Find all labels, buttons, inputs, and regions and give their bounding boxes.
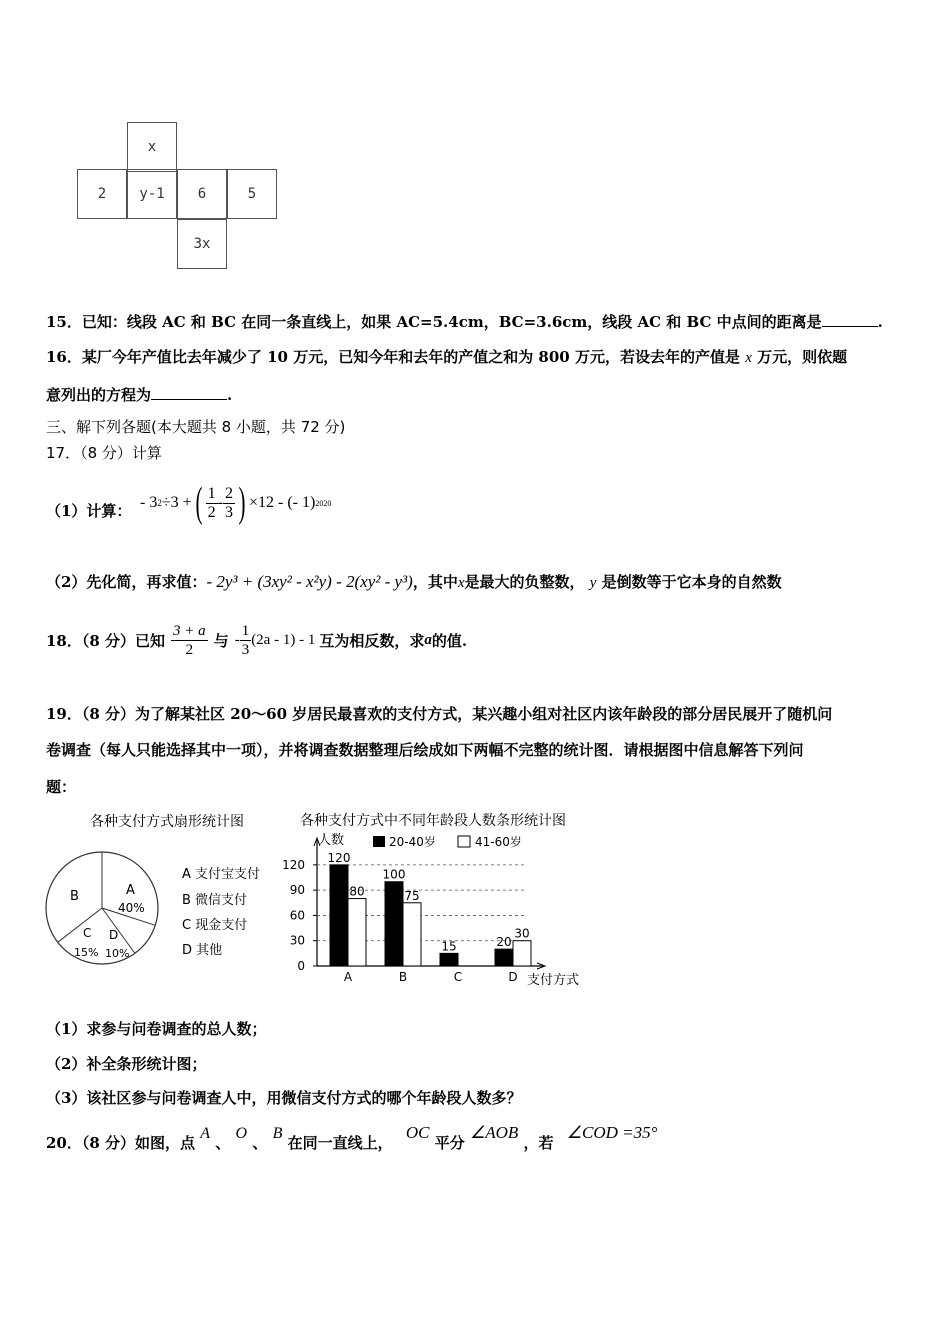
bar-D-series1: [495, 949, 513, 966]
question-20: 20．（8 分）如图，点 A 、 O 、 B 在同一直线上， OC 平分 ∠AOB ，若 ∠COD =35°: [46, 1123, 658, 1152]
bar-chart-ylabel: 人数: [318, 833, 345, 848]
question-19-line2: 卷调查（每人只能选择其中一项），并将调查数据整理后绘成如下两幅不完整的统计图．请根据图中信息解答下列问: [46, 741, 804, 759]
bar-A-series2: [348, 899, 366, 966]
x-tick-label-A: A: [343, 970, 353, 984]
bar-C-series1: [440, 953, 458, 966]
q19-sub2: （2）补全条形统计图；: [46, 1055, 207, 1073]
legend-label-series1: 20-40岁: [389, 835, 436, 849]
net-cell-left: 2: [77, 169, 127, 219]
bar-chart-xlabel: 支付方式: [527, 973, 580, 988]
q17-part1-expression: - 3 2 ÷3 + ( $\frac{1}{2}$ - $\frac{2}{3}$ ) ×12 - (- 1) 2020: [140, 480, 332, 526]
bar-B-series1: [385, 882, 403, 966]
pie-legend-A: A 支付宝支付: [182, 867, 261, 882]
data-label-A-series2: 80: [349, 884, 365, 899]
net-cell-right: 5: [227, 169, 277, 219]
q17-part1-label: （1）计算：: [46, 502, 132, 520]
y-tick-label: 0: [297, 959, 305, 973]
data-label-B-series1: 100: [382, 867, 406, 882]
pie-label-A: A: [126, 883, 135, 898]
pie-label-A-pct: 40%: [118, 901, 145, 915]
data-label-C-series1: 15: [441, 939, 457, 954]
x-tick-label-C: C: [453, 970, 463, 984]
question-16-line2: 意列出的方程为 .: [46, 386, 233, 404]
net-cell-bottom: 3x: [177, 219, 227, 269]
data-label-A-series1: 120: [327, 850, 351, 865]
answer-blank-16: [151, 387, 227, 400]
pie-legend-C: C 现金支付: [182, 918, 248, 933]
y-tick-label: 30: [289, 933, 305, 948]
data-label-B-series2: 75: [404, 888, 420, 903]
net-cell-3: 6: [177, 169, 227, 219]
pie-label-D: D: [109, 928, 119, 942]
question-19-line3: 题：: [46, 778, 77, 796]
x-tick-label-D: D: [508, 970, 518, 984]
question-15: 15．已知：线段 AC 和 BC 在同一条直线上，如果 AC=5.4cm，BC=3.6cm，线段 AC 和 BC 中点间的距离是 .: [46, 313, 883, 331]
q19-sub3: （3）该社区参与问卷调查人中，用微信支付方式的哪个年龄段人数多？: [46, 1089, 522, 1107]
question-16-line1: 16．某厂今年产值比去年减少了 10 万元，已知今年和去年的产值之和为 800 万元，若设去年的产值是 x 万元，则依题: [46, 348, 848, 366]
y-tick-label: 60: [289, 908, 305, 923]
pie-title: 各种支付方式扇形统计图: [90, 814, 244, 830]
pie-chart: [40, 840, 290, 980]
question-17-title: 17．（8 分）计算: [46, 444, 162, 462]
pie-legend-B: B 微信支付: [182, 893, 248, 908]
data-label-D-series2: 30: [514, 926, 530, 941]
pie-label-D-pct: 10%: [105, 947, 130, 960]
legend-label-series2: 41-60岁: [475, 835, 522, 849]
bar-B-series2: [403, 903, 421, 966]
net-cell-mid: y-1: [127, 169, 177, 219]
bar-D-series2: [513, 941, 531, 966]
pie-label-B: B: [70, 889, 79, 904]
answer-blank-15: [822, 314, 878, 327]
pie-label-C-pct: 15%: [74, 946, 99, 959]
bar-chart-title: 各种支付方式中不同年龄段人数条形统计图: [300, 813, 566, 829]
section-heading: 三、解下列各题(本大题共 8 小题，共 72 分): [46, 418, 346, 436]
legend-swatch-series1: [373, 836, 385, 847]
x-tick-label-B: B: [398, 970, 408, 984]
pie-label-C: C: [83, 926, 92, 940]
data-label-D-series1: 20: [496, 935, 512, 950]
bar-A-series1: [330, 865, 348, 966]
q19-sub1: （1）求参与问卷调查的总人数；: [46, 1020, 267, 1038]
legend-swatch-series2: [458, 836, 470, 847]
q17-part2: （2）先化简，再求值：- 2y³ + (3xy² - x²y) - 2(xy² - y³)，其中x是最大的负整数， y 是倒数等于它本身的自然数: [46, 572, 782, 591]
pie-legend-D: D 其他: [182, 943, 223, 958]
bar-chart: [282, 808, 605, 993]
net-cell-top: x: [127, 122, 177, 172]
question-19-line1: 19．（8 分）为了解某社区 20～60 岁居民最喜欢的支付方式，某兴趣小组对社区内该年龄段的部分居民展开了随机问: [46, 705, 833, 723]
y-tick-label: 90: [289, 883, 305, 898]
y-tick-label: 120: [282, 857, 305, 872]
question-18: 18．（8 分）已知 $\frac{3 + a}{2}$ 与 - $\frac{1}{3}$ (2a - 1) - 1 互为相反数，求 a 的值.: [46, 622, 468, 658]
